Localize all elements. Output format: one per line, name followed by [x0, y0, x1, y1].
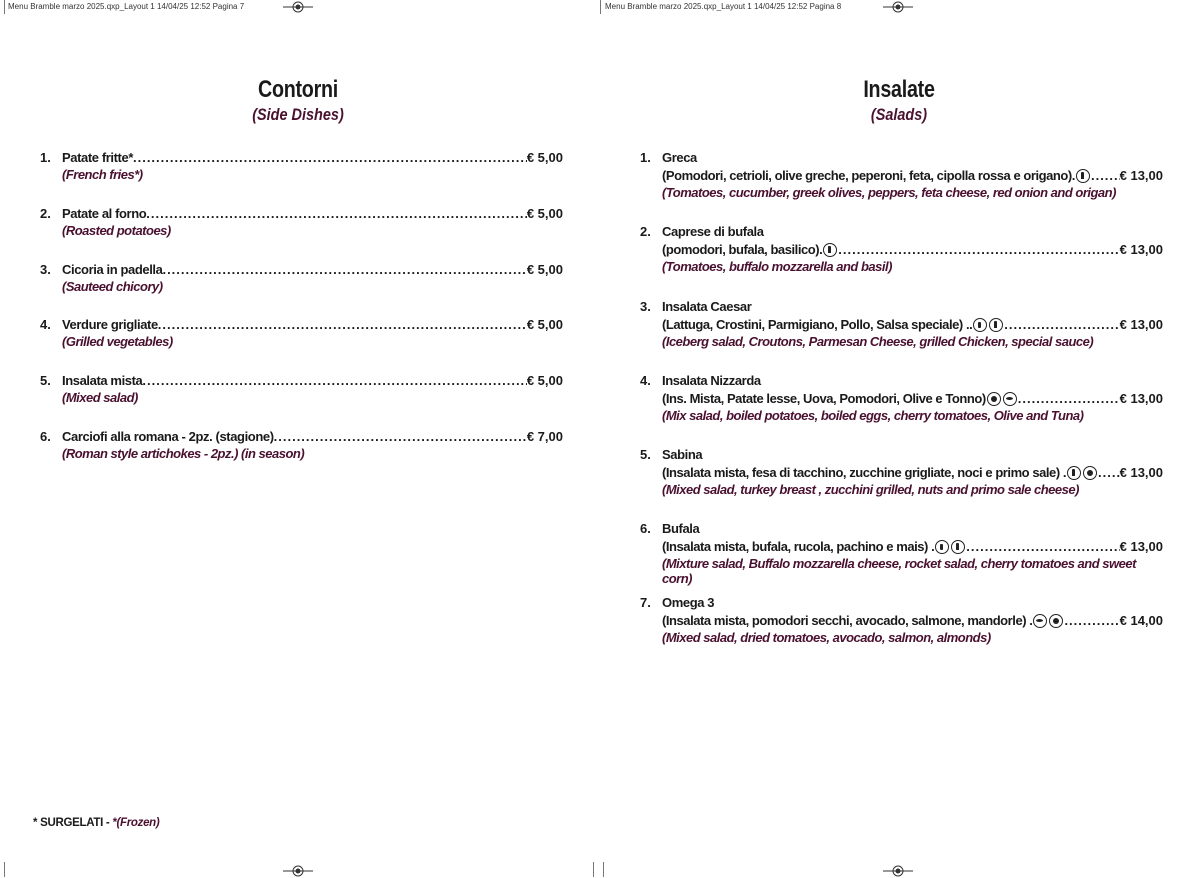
item-translation: (Tomatoes, cucumber, greek olives, peppers, feta cheese, red onion and origan) [662, 185, 1116, 200]
item-name: Insalata mista [62, 373, 143, 388]
item-ingredients: (Insalata mista, fesa di tacchino, zucchine grigliate, noci e primo sale) . [662, 465, 1067, 480]
item-price: € 13,00 [1119, 168, 1163, 183]
footnote [33, 817, 159, 829]
menu-item [640, 299, 1163, 349]
item-translation: (Mixed salad, dried tomatoes, avocado, salmon, almonds) [662, 630, 991, 645]
item-translation: (Mixed salad, turkey breast , zucchini grilled, nuts and primo sale cheese) [662, 482, 1079, 497]
footnote-italian: * SURGELATI - [33, 817, 113, 829]
slug-line-right: Menu Bramble marzo 2025.qxp_Layout 1 14/04/25 12:52 Pagina 8 [605, 2, 842, 11]
left-page [0, 0, 597, 877]
egg-icon [987, 392, 1001, 406]
item-translation: (French fries*) [62, 167, 143, 182]
leader-dots [1064, 613, 1119, 628]
item-name: Patate fritte* [62, 150, 133, 165]
item-price: € 13,00 [1119, 317, 1163, 332]
item-ingredients: (Insalata mista, bufala, rucola, pachino e mais) . [662, 539, 935, 554]
menu-item [640, 224, 1163, 274]
leader-dots [1098, 465, 1120, 480]
item-translation: (Mixed salad) [62, 390, 138, 405]
item-name: Sabina [662, 447, 703, 462]
item-translation: (Mix salad, boiled potatoes, boiled eggs, cherry tomatoes, Olive and Tuna) [662, 408, 1084, 423]
nuts-icon [1049, 614, 1063, 628]
gluten-icon [973, 318, 987, 332]
item-price: € 13,00 [1119, 391, 1163, 406]
item-price: € 5,00 [526, 373, 563, 388]
leader-dots [158, 317, 527, 332]
item-number: 1. [40, 150, 51, 165]
item-number: 4. [640, 373, 651, 388]
item-name: Carciofi alla romana - 2pz. (stagione) [62, 429, 274, 444]
section-title: Insalate [863, 76, 935, 103]
leader-dots [838, 242, 1119, 257]
section-subtitle: (Side Dishes) [252, 105, 344, 124]
item-number: 1. [640, 150, 651, 165]
section-subtitle: (Salads) [870, 105, 928, 124]
dairy-icon [1076, 169, 1090, 183]
item-price: € 7,00 [526, 429, 563, 444]
leader-dots [142, 373, 526, 388]
leader-dots [1018, 391, 1120, 406]
menu-item [40, 317, 563, 349]
item-name: Omega 3 [662, 595, 715, 610]
item-price: € 5,00 [526, 262, 563, 277]
item-number: 3. [40, 262, 51, 277]
gluten-icon [935, 540, 949, 554]
menu-item [640, 595, 1163, 645]
item-ingredients: (Insalata mista, pomodori secchi, avocado, salmone, mandorle) . [662, 613, 1033, 628]
item-name: Caprese di bufala [662, 224, 764, 239]
dairy-icon [951, 540, 965, 554]
item-number: 5. [40, 373, 51, 388]
item-number: 4. [40, 317, 51, 332]
item-name: Bufala [662, 521, 700, 536]
menu-item [40, 429, 563, 461]
item-ingredients: (Pomodori, cetrioli, olive greche, peperoni, feta, cipolla rossa e origano). [662, 168, 1075, 183]
item-number: 5. [640, 447, 651, 462]
item-translation: (Mixture salad, Buffalo mozzarella cheese, rocket salad, cherry tomatoes and sweet corn) [662, 556, 1136, 586]
menu-item [40, 150, 563, 182]
item-translation: (Roasted potatoes) [62, 223, 171, 238]
item-price: € 13,00 [1119, 465, 1163, 480]
item-number: 2. [40, 206, 51, 221]
leader-dots [1091, 168, 1120, 183]
item-ingredients: (Lattuga, Crostini, Parmigiano, Pollo, Salsa speciale) .. [662, 317, 973, 332]
menu-item [40, 262, 563, 294]
item-ingredients: (Ins. Mista, Patate lesse, Uova, Pomodori, Olive e Tonno) [662, 391, 986, 406]
item-translation: (Sauteed chicory) [62, 279, 163, 294]
dairy-icon [823, 243, 837, 257]
menu-item [640, 373, 1163, 423]
leader-dots [1004, 317, 1119, 332]
menu-item [640, 150, 1163, 200]
item-price: € 5,00 [526, 150, 563, 165]
item-translation: (Roman style artichokes - 2pz.) (in season) [62, 446, 305, 461]
item-number: 6. [640, 521, 651, 536]
menu-item [640, 447, 1163, 497]
nuts-icon [1083, 466, 1097, 480]
item-name: Patate al forno [62, 206, 147, 221]
leader-dots [133, 150, 527, 165]
leader-dots [146, 206, 527, 221]
item-name: Cicoria in padella [62, 262, 163, 277]
item-number: 7. [640, 595, 651, 610]
menu-item [40, 206, 563, 238]
footnote-english: *(Frozen) [112, 817, 160, 829]
item-price: € 5,00 [526, 206, 563, 221]
item-name: Insalata Caesar [662, 299, 752, 314]
item-price: € 14,00 [1119, 613, 1163, 628]
menu-item [40, 373, 563, 405]
dairy-icon [989, 318, 1003, 332]
item-name: Insalata Nizzarda [662, 373, 761, 388]
item-number: 3. [640, 299, 651, 314]
item-price: € 13,00 [1119, 242, 1163, 257]
right-page [597, 0, 1194, 877]
item-ingredients: (pomodori, bufala, basilico). [662, 242, 823, 257]
leader-dots [274, 429, 527, 444]
fish-icon [1033, 614, 1047, 628]
item-translation: (Tomatoes, buffalo mozzarella and basil) [662, 259, 892, 274]
leader-dots [966, 539, 1119, 554]
item-name: Greca [662, 150, 697, 165]
item-price: € 13,00 [1119, 539, 1163, 554]
fish-icon [1003, 392, 1017, 406]
menu-item [640, 521, 1163, 586]
item-price: € 5,00 [526, 317, 563, 332]
item-translation: (Grilled vegetables) [62, 334, 173, 349]
section-title: Contorni [257, 76, 339, 103]
item-number: 6. [40, 429, 51, 444]
leader-dots [162, 262, 526, 277]
item-name: Verdure grigliate [62, 317, 158, 332]
slug-line-left: Menu Bramble marzo 2025.qxp_Layout 1 14/04/25 12:52 Pagina 7 [8, 2, 245, 11]
dairy-icon [1067, 466, 1081, 480]
item-number: 2. [640, 224, 651, 239]
item-translation: (Iceberg salad, Croutons, Parmesan Cheese, grilled Chicken, special sauce) [662, 334, 1094, 349]
